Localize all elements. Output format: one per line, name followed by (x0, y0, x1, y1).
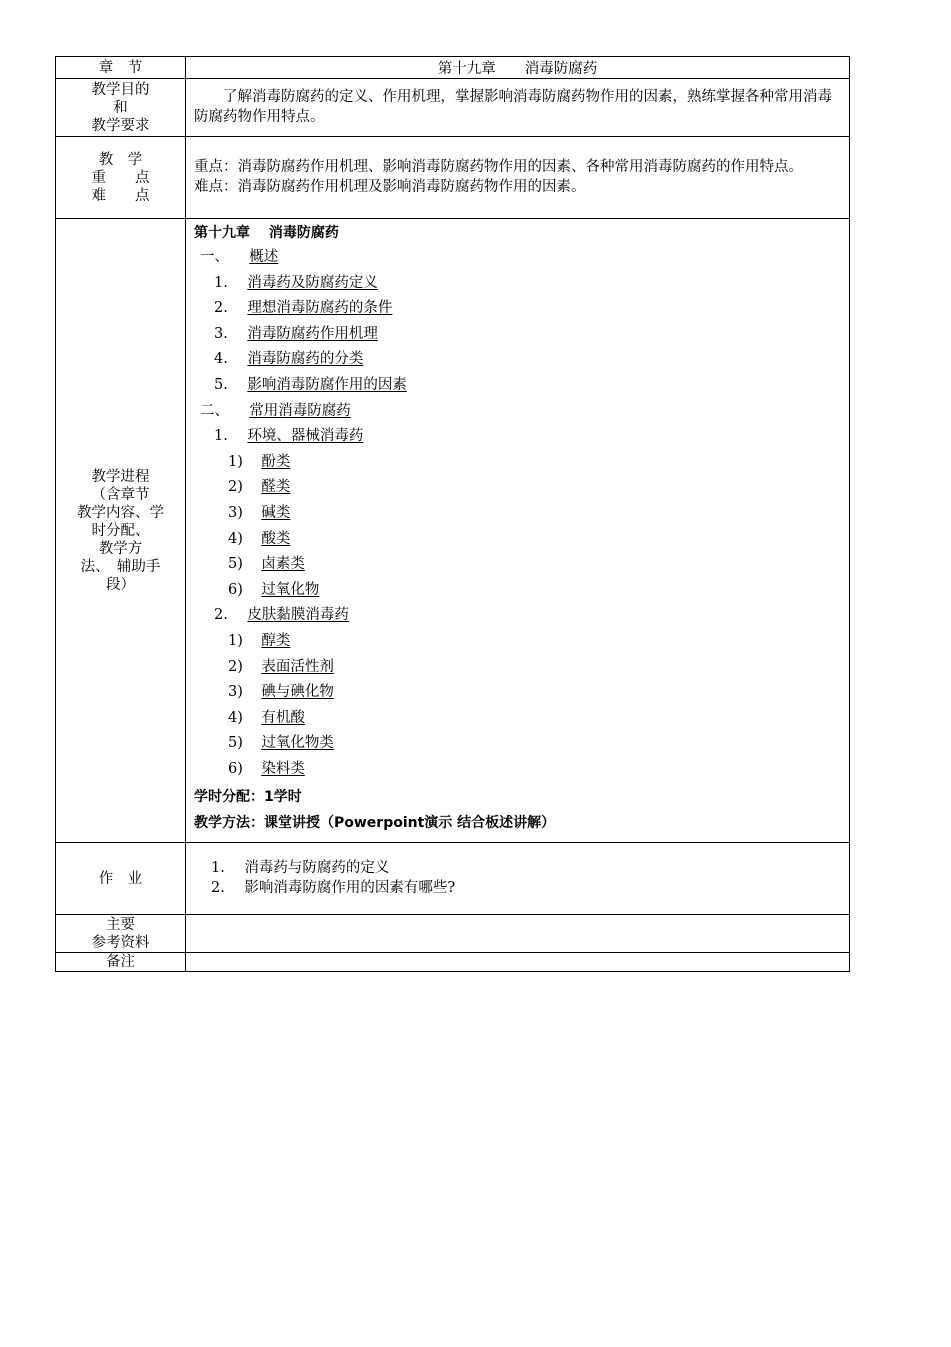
outline-number: 5) (228, 735, 243, 752)
chapter-label: 章 节 (56, 57, 186, 79)
outline-number: 2) (228, 479, 243, 496)
outline-number: 5. (214, 376, 228, 393)
outline-entry (214, 326, 378, 342)
label-line: （含章节 (91, 486, 150, 503)
outline-text: 影响消毒防腐作用的因素 (247, 376, 407, 393)
homework-item (194, 858, 841, 878)
outline-number: 1) (228, 453, 243, 470)
item-number: 2. (211, 879, 225, 896)
lesson-plan-table (55, 56, 850, 972)
label-line: 教 学 (98, 151, 143, 168)
objectives-text: 了解消毒防腐药的定义、作用机理，掌握影响消毒防腐药物作用的因素，熟练掌握各种常用消毒防腐药物作用特点。 (194, 88, 832, 125)
outline-item (194, 450, 841, 476)
outline-entry (214, 275, 378, 291)
outline-entry (228, 556, 305, 572)
outline-text: 过氧化物类 (261, 735, 334, 752)
outline-text: 消毒防腐药作用机理 (247, 325, 378, 342)
outline-number: 1. (214, 428, 228, 445)
outline-item (194, 757, 841, 783)
outline-item (194, 399, 841, 425)
outline-entry (200, 249, 278, 265)
outline-number: 2. (214, 607, 228, 624)
outline-number: 2. (214, 300, 228, 317)
outline-number: 6) (228, 581, 243, 598)
label-line: 教学内容、学 (77, 504, 164, 521)
outline-item (194, 731, 841, 757)
objectives-row (56, 79, 850, 137)
label-line: 和 (113, 99, 128, 116)
outline-text: 有机酸 (261, 709, 305, 726)
outline-item (194, 552, 841, 578)
remarks-row (56, 953, 850, 972)
process-label (56, 219, 186, 843)
outline-item (194, 706, 841, 732)
outline-text: 消毒防腐药的分类 (247, 351, 364, 368)
outline-number: 二、 (200, 402, 229, 419)
outline-item (194, 271, 841, 297)
label-line: 难 点 (91, 187, 150, 204)
outline-entry (228, 454, 290, 470)
outline-item (194, 322, 841, 348)
outline-entry (228, 633, 290, 649)
outline-entry (214, 607, 349, 623)
label-line: 教学方 (98, 540, 143, 557)
references-label (56, 915, 186, 953)
outline-entry (228, 582, 319, 598)
outline-text: 环境、器械消毒药 (247, 428, 364, 445)
outline-text: 皮肤黏膜消毒药 (247, 607, 349, 624)
outline-item (194, 527, 841, 553)
label-line: 重 点 (91, 169, 150, 186)
outline-entry (228, 659, 334, 675)
references-row (56, 915, 850, 953)
outline-entry (214, 428, 363, 444)
label-line: 参考资料 (91, 934, 150, 951)
outline-text: 酚类 (261, 453, 291, 470)
process-cell (186, 219, 850, 843)
remarks-value (186, 953, 850, 972)
outline-number: 6) (228, 760, 243, 777)
outline-number: 1) (228, 632, 243, 649)
outline-entry (200, 403, 351, 419)
outline-text: 消毒药及防腐药定义 (247, 274, 378, 291)
objectives-cell (186, 79, 850, 137)
outline-number: 5) (228, 556, 243, 573)
item-number: 1. (211, 859, 225, 876)
outline-number: 1. (214, 274, 228, 291)
outline-number: 3) (228, 684, 243, 701)
chapter-value: 第十九章 消毒防腐药 (186, 57, 850, 79)
outline-item (194, 629, 841, 655)
item-text: 影响消毒防腐作用的因素有哪些? (244, 879, 456, 896)
outline-text: 醇类 (261, 632, 291, 649)
outline-text: 理想消毒防腐药的条件 (247, 300, 393, 317)
method-text: 教学方法：课堂讲授（Powerpoint演示 结合板述讲解） (194, 815, 556, 832)
outline-item (194, 424, 841, 450)
homework-label: 作 业 (56, 843, 186, 915)
key-points-row (56, 137, 850, 219)
outline-item (194, 680, 841, 706)
difficult-point-text: 难点：消毒防腐药作用机理及影响消毒防腐药物作用的因素。 (194, 178, 586, 195)
outline-entry (214, 377, 407, 393)
outline-number: 4) (228, 530, 243, 547)
outline-item (194, 501, 841, 527)
outline-item (194, 578, 841, 604)
chapter-row (56, 57, 850, 79)
process-heading: 第十九章 消毒防腐药 (194, 225, 339, 241)
outline-item (194, 603, 841, 629)
outline-text: 卤素类 (261, 556, 305, 573)
outline-number: 一、 (200, 249, 229, 265)
outline-entry (214, 351, 363, 367)
outline-item (194, 373, 841, 399)
outline-number: 4. (214, 351, 228, 368)
outline-entry (228, 531, 290, 547)
outline-item (194, 475, 841, 501)
outline-item (194, 296, 841, 322)
homework-row (56, 843, 850, 915)
label-line: 教学目的 (91, 81, 150, 98)
outline-item (194, 245, 841, 271)
homework-cell (186, 843, 850, 915)
outline-entry (228, 710, 305, 726)
outline-number: 2) (228, 658, 243, 675)
outline-text: 概述 (249, 249, 279, 265)
process-row (56, 219, 850, 843)
outline-list (194, 245, 841, 782)
outline-entry (228, 479, 290, 495)
label-line: 主要 (106, 916, 135, 933)
outline-text: 过氧化物 (261, 581, 320, 598)
remarks-label: 备注 (56, 953, 186, 972)
outline-text: 染料类 (261, 760, 305, 777)
outline-text: 常用消毒防腐药 (249, 402, 351, 419)
outline-entry (228, 684, 334, 700)
key-point-text: 重点：消毒防腐药作用机理、影响消毒防腐药物作用的因素、各种常用消毒防腐药的作用特点。 (194, 158, 803, 175)
outline-item (194, 347, 841, 373)
outline-entry (228, 735, 334, 751)
label-line: 时分配、 (91, 522, 150, 539)
outline-number: 3. (214, 325, 228, 342)
outline-item (194, 655, 841, 681)
key-points-cell (186, 137, 850, 219)
key-points-label (56, 137, 186, 219)
outline-text: 碱类 (261, 504, 291, 521)
homework-item (194, 878, 841, 898)
label-line: 段） (106, 576, 135, 593)
label-line: 法、 辅助手 (80, 558, 161, 575)
references-value (186, 915, 850, 953)
outline-entry (228, 505, 290, 521)
objectives-label (56, 79, 186, 137)
outline-text: 表面活性剂 (261, 658, 334, 675)
outline-text: 碘与碘化物 (261, 684, 334, 701)
outline-number: 3) (228, 504, 243, 521)
label-line: 教学要求 (91, 117, 150, 134)
outline-text: 醛类 (261, 479, 291, 496)
hours-text: 学时分配：1学时 (194, 789, 302, 806)
outline-text: 酸类 (261, 530, 291, 547)
outline-entry (214, 300, 392, 316)
outline-entry (228, 761, 305, 777)
outline-number: 4) (228, 709, 243, 726)
label-line: 教学进程 (91, 468, 150, 485)
item-text: 消毒药与防腐药的定义 (244, 859, 390, 876)
homework-list (194, 858, 841, 898)
